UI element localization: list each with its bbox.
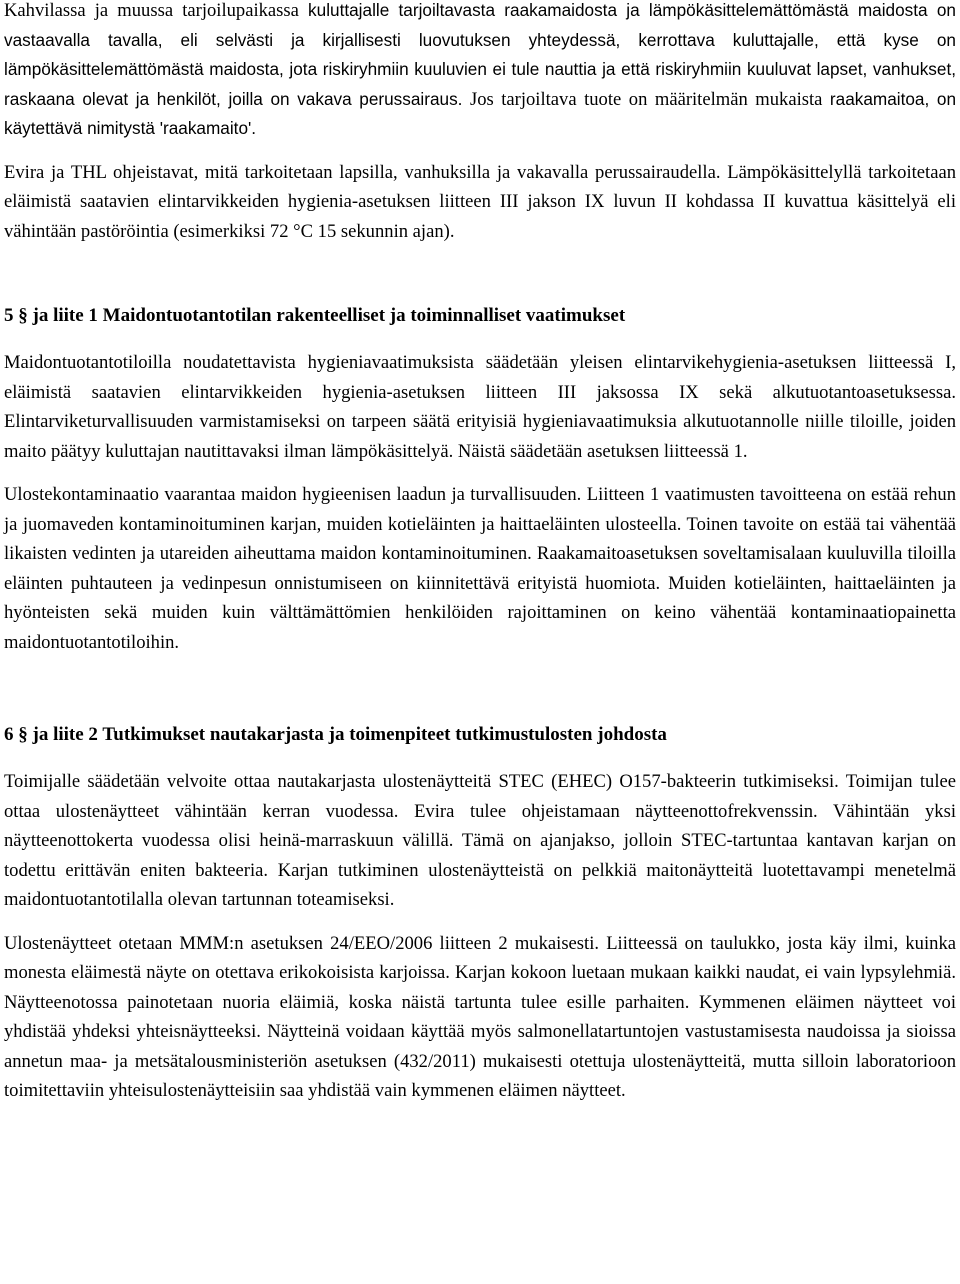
text-serif-a: Kahvilassa ja muussa tarjoilupaikassa (4, 0, 309, 21)
paragraph-raw-milk-serving (4, 0, 956, 144)
paragraph-hygiene-requirements: Maidontuotantotiloilla noudatettavista hygieniavaatimuksista säädetään yleisen elintarvikehygienia-asetuksen liitteessä I, eläimistä saatavien elintarvikkeiden hygienia-asetuksen liitteen III jaksossa IX sekä alkutuotantoasetuksessa. Elintarviketurvallisuuden varmistamiseksi on tarpeen säätä erityisiä hygieniavaatimuksia alkutuotannolle niille tiloille, joiden maito päätyy kuluttajan nautittavaksi ilman lämpökäsittelyä. Näistä säädetään asetuksen liitteessä 1. (4, 352, 956, 462)
paragraph-fecal-contamination: Ulostekontaminaatio vaarantaa maidon hygieenisen laadun ja turvallisuuden. Liitteen 1 vaatimusten tavoitteena on estää rehun ja juomaveden kontaminoituminen karjan, muiden kotieläinten ja haittaeläinten ulosteella. Toinen tavoite on estää tai vähentää likaisten vedinten ja utareiden aiheuttama maidon kontaminoituminen. Raakamaitoasetuksen soveltamisalaan kuuluvilla tiloilla eläinten puhtauteen ja vedinpesun onnistumiseen on kiinnitettävä erityistä huomiota. Muiden kotieläinten, haittaeläinten ja hyönteisten sekä muiden kuin välttämättömien henkilöiden rajoittaminen on keino vähentää kontaminaatiopainetta maidontuotantotiloihin. (4, 484, 956, 653)
text-sans-a: kuluttajalle tarjoiltavasta raakamaidosta ja lämpökäsittelemättömästä maidosta on vastaavalla tavalla, eli selvästi ja kirjallisesti luovutuksen yhteydessä, kerrottava kuluttajalle, että kyse on lämpökäsittelemättömästä maidosta, jota riskiryhmiin kuuluvien ei tule nauttia ja että riskiryhmiin kuuluvat lapset, vanhukset, raskaana olevat ja henkilöt, joilla on vakava perussairaus. (4, 0, 956, 109)
section-heading-5: 5 § ja liite 1 Maidontuotantotilan rakenteelliset ja toiminnalliset vaatimukset (4, 305, 626, 326)
paragraph-fecal-samples: Ulostenäytteet otetaan MMM:n asetuksen 24/EEO/2006 liitteen 2 mukaisesti. Liitteessä on taulukko, josta käy ilmi, kuinka monesta eläimestä näyte on otettava erikokoisista karjoissa. Karjan kokoon luetaan mukaan kaikki naudat, ei vain lypsylehmiä. Näytteenotossa painotetaan nuoria eläimiä, koska näistä tartunta tulee esille parhaiten. Kymmenen eläimen näytteet voi yhdistää yhdeksi yhteisnäytteeksi. Näytteinä voidaan käyttää myös salmonellatartuntojen vastustamisesta naudoissa ja sioissa annetun maa- ja metsätalousministeriön asetuksen (432/2011) mukaisesti otettuja ulostenäytteitä, mutta silloin laboratorioon toimitettaviin yhteisulostenäytteisiin saa yhdistää vain kymmenen eläimen näytteet. (4, 932, 956, 1101)
section-heading-6: 6 § ja liite 2 Tutkimukset nautakarjasta ja toimenpiteet tutkimustulosten johdosta (4, 724, 667, 745)
paragraph-stec-sampling: Toimijalle säädetään velvoite ottaa nautakarjasta ulostenäytteitä STEC (EHEC) O157-bakteerin tutkimiseksi. Toimijan tulee ottaa ulostenäytteet vähintään kerran vuodessa. Evira tulee ohjeistamaan näytteenottofrekvenssin. Vähintään yksi näytteenottokerta vuodessa olisi heinä-marraskuun välillä. Tämä on ajanjakso, jolloin STEC-tartuntaa kantavan karjan on todettu erittävän eniten bakteeria. Karjan tutkiminen ulostenäytteistä on pelkkiä maitonäytteitä luotettavampi menetelmä maidontuotantotilalla olevan tartunnan toteamiseksi. (4, 771, 956, 910)
text-sans-b: raakamaitoa, on käytettävä nimitystä 'raakamaito'. (4, 88, 957, 138)
paragraph-risk-groups: Evira ja THL ohjeistavat, mitä tarkoitetaan lapsilla, vanhuksilla ja vakavalla perussairaudella. Lämpökäsittelyllä tarkoitetaan eläimistä saatavien elintarvikkeiden hygienia-asetuksen liitteen III jakson IX luvun II kohdassa II kuvattua käsittelyä eli vähintään pastöröintia (esimerkiksi 72 °C 15 sekunnin ajan). (4, 161, 956, 242)
text-serif-b: Jos tarjoiltava tuote on määritelmän mukaista (462, 88, 830, 110)
